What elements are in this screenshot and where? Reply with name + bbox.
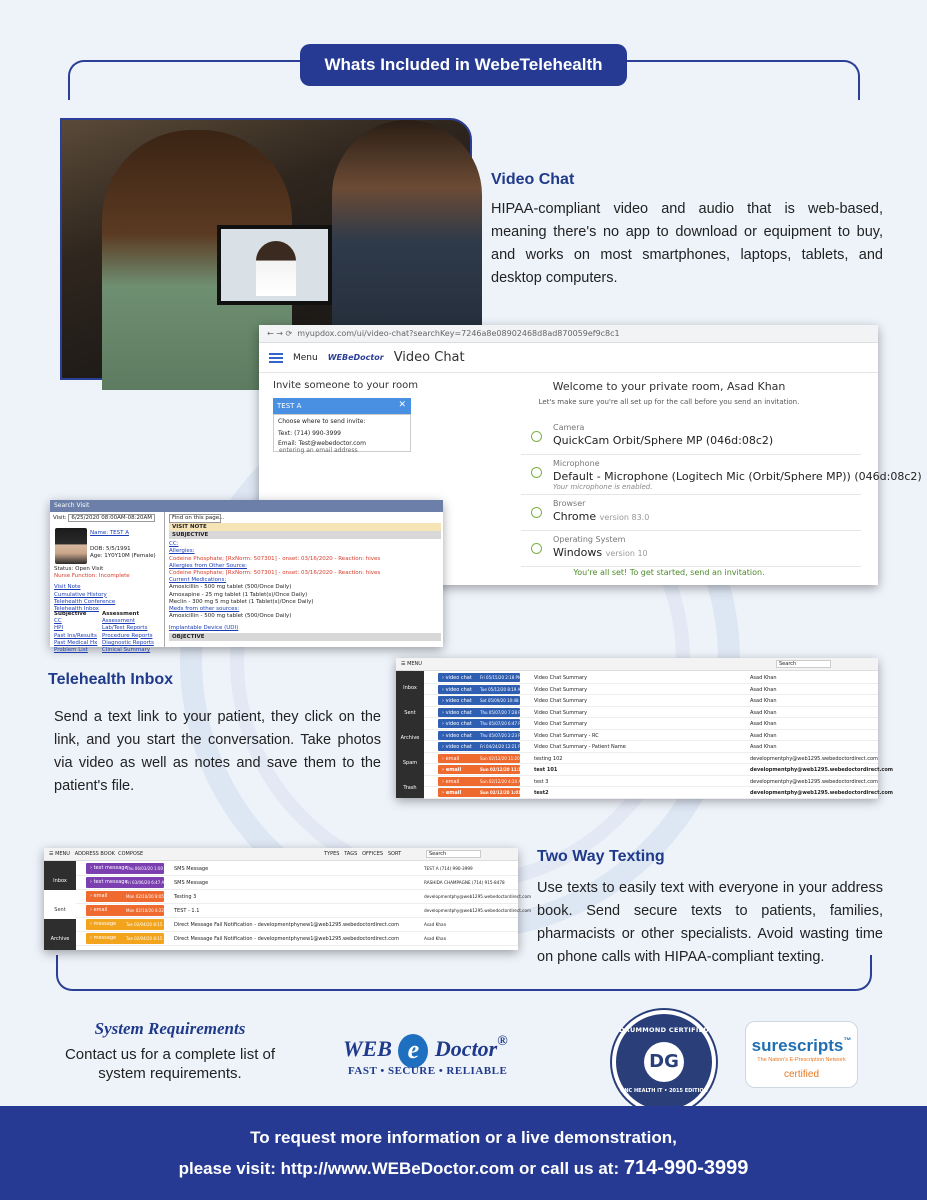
laptop-screen xyxy=(217,225,332,305)
footer-banner xyxy=(0,1106,927,1200)
link-lab-reports[interactable]: Lab/Test Reports xyxy=(102,625,148,632)
device-label: Camera xyxy=(553,423,585,432)
link-telehealth-conference[interactable]: Telehealth Conference xyxy=(54,598,116,605)
inbox-list xyxy=(424,672,893,798)
table-row[interactable] xyxy=(424,764,893,776)
table-row[interactable] xyxy=(424,753,878,765)
texting-screenshot xyxy=(44,848,532,950)
types-filter[interactable]: TYPES xyxy=(324,851,340,857)
message-date: Thu 05/07/20 7:28 PM xyxy=(480,709,525,715)
table-row[interactable] xyxy=(424,672,878,684)
message-date: Mon 02/10/20 8:05 AM xyxy=(126,894,172,899)
message-from: developmentphy@web1295.webedoctordirect.com xyxy=(750,755,878,762)
message-date: Sat 05/09/20 10:48 PM xyxy=(480,698,526,703)
allergies-other-link[interactable]: Allergies from Other Source: xyxy=(169,562,248,569)
message-recipient: Asad Khan xyxy=(424,922,447,927)
message-from: Asad Khan xyxy=(750,709,777,716)
video-chat-title: Video Chat xyxy=(491,171,575,188)
message-recipient: TEST A (714) 990-3999 xyxy=(424,866,473,871)
allergy-entry: Codeine Phosphate; [RxNorm: 507301] - onset: 03/16/2020 - Reaction: hives xyxy=(169,555,381,562)
message-subject: Video Chat Summary xyxy=(534,686,588,693)
search-input[interactable]: Search xyxy=(426,850,481,858)
logo-registered-mark: ® xyxy=(497,1034,508,1049)
message-recipient: Asad Khan xyxy=(424,936,447,941)
message-subject: test2 xyxy=(534,790,549,796)
message-subject: TEST - 1.1 xyxy=(174,908,200,914)
message-subject: test 101 xyxy=(534,767,558,773)
invite-text-option[interactable]: Text: (714) 990-3999 xyxy=(278,430,341,437)
table-row[interactable] xyxy=(424,787,893,799)
invite-contact-bar[interactable] xyxy=(273,398,411,414)
subjective-header: SUBJECTIVE xyxy=(169,531,441,539)
message-subject: SMS Message xyxy=(174,866,209,872)
visit-status: Status: Open Visit xyxy=(54,566,104,572)
message-type-tag: › message xyxy=(86,919,164,930)
med-other-entry: Amoxicillin - 500 mg tablet (500/Once Daily) xyxy=(169,613,292,620)
menu-label[interactable]: MENU xyxy=(407,661,422,667)
table-row[interactable] xyxy=(424,684,878,696)
message-type-tag: › video chat xyxy=(438,719,520,728)
menu-icon[interactable] xyxy=(269,353,283,363)
patient-photo xyxy=(55,528,87,564)
invite-other-option[interactable]: entering an email address xyxy=(279,447,358,454)
allergies-link[interactable]: Allergies: xyxy=(169,548,195,555)
message-date: Mon 02/10/20 8:22 AM xyxy=(126,908,172,913)
cc-link[interactable]: CC: xyxy=(169,541,179,548)
browser-row[interactable] xyxy=(521,495,861,531)
surescripts-name: surescripts xyxy=(751,1036,844,1055)
message-subject: testing 102 xyxy=(534,755,563,762)
link-procedure-reports[interactable]: Procedure Reports xyxy=(102,632,153,639)
ready-message: You're all set! To get started, send an invitation. xyxy=(573,568,765,577)
message-date: Sun 02/12/20 11:20 AM xyxy=(480,755,528,761)
message-date: Thu 05/07/20 6:47 PM xyxy=(480,721,525,726)
device-version: version 83.0 xyxy=(599,513,650,522)
drummond-certified-seal xyxy=(612,1010,716,1114)
message-date: Tue 05/12/20 8:19 AM xyxy=(480,686,524,692)
col-assessment: Assessment xyxy=(102,611,140,617)
message-recipient: developmentphy@web1295.webedoctordirect.com xyxy=(424,908,532,913)
sidebar-item-inbox[interactable]: Inbox xyxy=(403,685,417,691)
surescripts-certified: certified xyxy=(783,1069,819,1080)
close-icon[interactable]: ✕ xyxy=(398,400,406,410)
message-subject: Direct Message Fail Notification - developmentphynew1@web1295.webedoctordirect.com xyxy=(174,936,399,942)
sidebar-item-archive[interactable]: Archive xyxy=(400,735,420,741)
med-entry: Amoxicillin - 500 mg tablet (500/Once Daily) xyxy=(169,584,292,591)
device-label: Browser xyxy=(553,499,586,508)
message-subject: Video Chat Summary - Patient Name xyxy=(534,744,626,750)
message-subject: SMS Message xyxy=(174,880,209,886)
compose-button[interactable]: COMPOSE xyxy=(118,851,144,857)
check-icon xyxy=(531,467,542,478)
message-from: Asad Khan xyxy=(750,675,777,681)
app-title: Video Chat xyxy=(393,350,465,365)
message-subject: Video Chat Summary xyxy=(534,721,588,727)
message-type-tag: › message xyxy=(86,933,164,944)
message-type-tag: › video chat xyxy=(438,708,520,717)
welcome-subtitle: Let's make sure you're all set up for the call before you send an invitation. xyxy=(538,398,800,406)
message-type-tag: › video chat xyxy=(438,731,520,740)
telehealth-inbox-title: Telehealth Inbox xyxy=(48,671,174,688)
message-date: Fri 03/06/20 6:47 AM xyxy=(126,880,168,885)
invite-email-option[interactable]: Email: Test@webedoctor.com xyxy=(278,440,366,447)
system-requirements-body: Contact us for a complete list of system requirements. xyxy=(64,1046,276,1082)
link-visit-note[interactable]: Visit Note xyxy=(54,584,81,591)
logo-web-text: WEB xyxy=(343,1036,392,1062)
message-type-tag: › text message xyxy=(86,877,164,888)
ehr-screenshot xyxy=(50,500,443,654)
message-from: Asad Khan xyxy=(750,744,777,750)
message-from: developmentphy@web1295.webedoctordirect.com xyxy=(750,778,878,785)
find-on-page-input[interactable]: Find on this page... xyxy=(169,514,221,523)
table-row[interactable] xyxy=(76,876,518,890)
sidebar-item-spam[interactable]: Spam xyxy=(402,760,418,766)
invite-contact-name: TEST A xyxy=(277,402,302,410)
device-version: version 10 xyxy=(605,549,648,558)
welcome-heading: Welcome to your private room, Asad Khan xyxy=(552,380,786,393)
link-past-medical[interactable]: Past Medical Hx xyxy=(54,639,98,646)
link-cumulative-history[interactable]: Cumulative History xyxy=(54,591,107,598)
header-title: Whats Included in WebeTelehealth xyxy=(300,44,627,86)
message-type-tag: › email xyxy=(438,777,520,786)
message-from: Asad Khan xyxy=(750,686,777,693)
link-problem-list[interactable]: Problem List xyxy=(54,647,88,654)
message-type-tag: › video chat xyxy=(438,742,520,751)
os-row[interactable] xyxy=(521,531,861,567)
message-subject: Video Chat Summary xyxy=(534,698,588,704)
med-entry: Amoxapine - 25 mg tablet (1 Tablet(s)/Once Daily) xyxy=(169,591,308,598)
logo-tagline: FAST • SECURE • RELIABLE xyxy=(348,1065,508,1077)
sidebar-item-sent[interactable]: Sent xyxy=(404,710,416,716)
message-from: developmentphy@web1295.webedoctordirect.com xyxy=(750,767,893,773)
current-meds-link[interactable]: Current Medications: xyxy=(169,577,227,584)
table-row[interactable] xyxy=(424,776,878,788)
link-telehealth-inbox[interactable]: Telehealth Inbox xyxy=(54,606,99,613)
browser-address-bar[interactable] xyxy=(259,325,878,343)
message-date: Tue 02/04/20 8:15 AM xyxy=(126,922,170,927)
patient-name[interactable]: Name: TEST A xyxy=(90,530,130,536)
footer-line-2[interactable]: please visit: http://www.WEBeDoctor.com or call us at: xyxy=(178,1159,620,1178)
message-type-tag: › email xyxy=(438,754,520,763)
message-subject: Video Chat Summary - RC xyxy=(534,732,599,739)
menu-label[interactable]: MENU xyxy=(55,851,70,857)
inbox-screenshot xyxy=(396,658,893,798)
table-row[interactable] xyxy=(76,932,518,946)
surescripts-logo xyxy=(745,1021,858,1088)
device-value: QuickCam Orbit/Sphere MP (046d:08c2) xyxy=(553,434,774,447)
message-from: developmentphy@web1295.webedoctordirect.com xyxy=(750,790,893,796)
sidebar-item-sent[interactable]: Sent xyxy=(44,890,76,919)
message-subject: Direct Message Fail Notification - developmentphynew1@web1295.webedoctordirect.com xyxy=(174,922,399,928)
message-type-tag: › text message xyxy=(86,863,164,874)
ehr-window-title: Search Visit xyxy=(50,500,443,512)
message-date: Sun 02/12/20 11:11 AM xyxy=(480,767,533,772)
patient-dob: DOB: 5/5/1991 xyxy=(90,546,131,553)
table-row[interactable] xyxy=(76,862,518,876)
col-subjective: Subjective xyxy=(54,611,87,617)
two-way-texting-body: Use texts to easily text with everyone in your address book. Send secure texts to patients, families, pharmacists or other specialists. Avoid wasting time on phone calls with HIPAA-compliant texting. xyxy=(537,880,883,965)
logo-e-globe: e xyxy=(398,1034,428,1068)
visit-label: Visit: xyxy=(53,515,67,521)
message-recipient: RASHIDA CHAMPAGNE (714) 915-8478 xyxy=(424,880,505,885)
message-date: Thu 05/07/20 2:23 PM xyxy=(480,732,525,738)
texting-sidebar xyxy=(44,861,76,950)
device-label: Operating System xyxy=(553,535,626,544)
link-clinical-summary[interactable]: Clinical Summary xyxy=(102,647,151,654)
sort-filter[interactable]: SORT xyxy=(387,851,402,857)
drummond-bottom-text: ONC HEALTH IT • 2015 EDITION xyxy=(620,1088,708,1094)
message-date: Tue 02/04/20 8:15 AM xyxy=(126,936,170,941)
table-row[interactable] xyxy=(424,730,878,742)
surescripts-tm: ™ xyxy=(843,1036,852,1045)
drummond-top-text: DRUMMOND CERTIFIED xyxy=(618,1026,710,1034)
message-subject: Testing 3 xyxy=(174,894,197,900)
tags-filter[interactable]: TAGS xyxy=(344,851,358,857)
two-way-texting-title: Two Way Texting xyxy=(537,848,665,865)
footer-line-1: To request more information or a live demonstration, xyxy=(250,1128,677,1147)
logo-doctor-text: Doctor xyxy=(434,1036,498,1062)
check-icon xyxy=(531,507,542,518)
meds-other-link[interactable]: Meds from other sources: xyxy=(169,606,240,613)
surescripts-tagline: The Nation's E-Prescription Network xyxy=(757,1057,846,1063)
device-note: Your microphone is enabled. xyxy=(553,483,653,491)
texting-list xyxy=(76,862,532,950)
table-row[interactable] xyxy=(424,695,878,707)
device-value: Default - Microphone (Logitech Mic (Orbit/Sphere MP)) (046d:08c2) xyxy=(553,470,922,483)
link-cc[interactable]: CC xyxy=(54,618,62,625)
back-icon[interactable]: ← → ⟳ xyxy=(267,329,298,338)
video-chat-body: HIPAA-compliant video and audio that is web-based, meaning there's no app to download or equipment to buy, and works on most smartphones, laptops, tablets, and desktop computers. xyxy=(491,201,883,286)
message-type-tag: › email xyxy=(86,905,164,916)
med-entry: Meclin - 300 mg 5 mg tablet (1 Tablet(s)/Once Daily) xyxy=(169,598,314,605)
allergy-other-entry: Codeine Phosphate; [RxNorm: 507301] - onset: 03/16/2020 - Reaction: hives xyxy=(169,570,381,577)
table-row[interactable] xyxy=(76,904,532,918)
invite-prompt: Choose where to send invite: xyxy=(278,418,366,425)
visit-select[interactable]: 6/25/2020 08:00AM-08:20AM xyxy=(68,514,155,522)
message-type-tag: › video chat xyxy=(438,696,520,705)
inbox-toolbar xyxy=(396,658,878,671)
webedoctor-logo xyxy=(340,1020,540,1080)
sidebar-item-inbox[interactable]: Inbox xyxy=(53,878,67,884)
device-label: Microphone xyxy=(553,459,600,468)
table-row[interactable] xyxy=(424,718,878,730)
message-date: Fri 04/24/20 12:21 PM xyxy=(480,744,524,749)
message-type-tag: › video chat xyxy=(438,685,520,694)
message-subject: test 3 xyxy=(534,778,549,785)
ehr-left-panel xyxy=(50,512,165,654)
message-from: Asad Khan xyxy=(750,721,777,727)
message-date: Sun 02/12/20 4:24 AM xyxy=(480,778,525,784)
check-icon xyxy=(531,543,542,554)
offices-filter[interactable]: OFFICES xyxy=(362,851,384,857)
search-input[interactable]: Search xyxy=(776,660,831,668)
sidebar-item-trash[interactable]: Trash xyxy=(403,785,417,791)
link-assessment[interactable]: Assessment xyxy=(102,618,135,625)
menu-icon[interactable]: ☰ xyxy=(401,661,408,667)
brand-logo: WEBeDoctor xyxy=(327,353,384,362)
inbox-sidebar xyxy=(396,671,424,798)
message-recipient: developmentphy@web1295.webedoctordirect.com xyxy=(424,894,532,899)
patient-age: Age: 1Y0Y10M (Female) xyxy=(90,553,156,560)
sidebar-item-archive[interactable]: Archive xyxy=(50,936,70,942)
address-book-button[interactable]: ADDRESS BOOK xyxy=(74,851,115,857)
message-subject: Video Chat Summary xyxy=(534,675,588,681)
url-text[interactable]: myupdox.com/ui/video-chat?searchKey=7246a8e08902468d8ad870059ef9c8c1 xyxy=(297,329,620,338)
invite-heading: Invite someone to your room xyxy=(273,380,418,391)
table-row[interactable] xyxy=(76,918,518,932)
menu-icon[interactable]: ☰ xyxy=(49,851,56,857)
video-chat-header xyxy=(259,343,878,373)
visit-note-header: VISIT NOTE xyxy=(169,523,441,531)
message-date: Sun 02/12/20 1:01 AM xyxy=(480,790,530,795)
check-icon xyxy=(531,431,542,442)
message-from: Asad Khan xyxy=(750,698,777,704)
nurse-function: Nurse Function: Incomplete xyxy=(54,573,130,580)
message-subject: Video Chat Summary xyxy=(534,709,588,716)
microphone-row[interactable] xyxy=(521,455,922,495)
texting-toolbar xyxy=(44,848,518,861)
link-diagnostic-reports[interactable]: Diagnostic Reports xyxy=(102,639,154,646)
message-type-tag: › email xyxy=(86,891,164,902)
link-hpi[interactable]: HPI xyxy=(54,625,64,632)
table-row[interactable] xyxy=(76,890,532,904)
link-past-ins[interactable]: Past Ins/Results xyxy=(54,632,97,639)
message-date: Fri 05/15/20 2:18 PM xyxy=(480,675,522,680)
drummond-dg-icon: DG xyxy=(644,1042,684,1082)
message-type-tag: › email xyxy=(438,765,520,774)
implantable-link[interactable]: Implantable Device (UDI) xyxy=(169,625,239,632)
message-type-tag: › video chat xyxy=(438,673,520,682)
message-type-tag: › email xyxy=(438,788,520,797)
objective-header: OBJECTIVE xyxy=(169,633,441,641)
device-value: Chrome xyxy=(553,510,597,523)
ehr-visit-note xyxy=(167,514,443,647)
message-date: Thu 06/03/20 1:00 PM xyxy=(126,866,171,871)
table-row[interactable] xyxy=(424,741,878,753)
system-requirements-title: System Requirements xyxy=(94,1019,246,1038)
device-value: Windows xyxy=(553,546,603,559)
camera-row[interactable] xyxy=(521,419,861,455)
message-from: Asad Khan xyxy=(750,732,777,739)
telehealth-inbox-body: Send a text link to your patient, they click on the link, and you start the conversation. Take photos via video as well as notes and save them to the patient's file. xyxy=(54,709,381,794)
table-row[interactable] xyxy=(424,707,878,719)
menu-label[interactable]: Menu xyxy=(293,352,318,363)
footer-phone[interactable]: 714-990-3999 xyxy=(623,1157,749,1179)
doctor-on-screen xyxy=(256,241,296,296)
